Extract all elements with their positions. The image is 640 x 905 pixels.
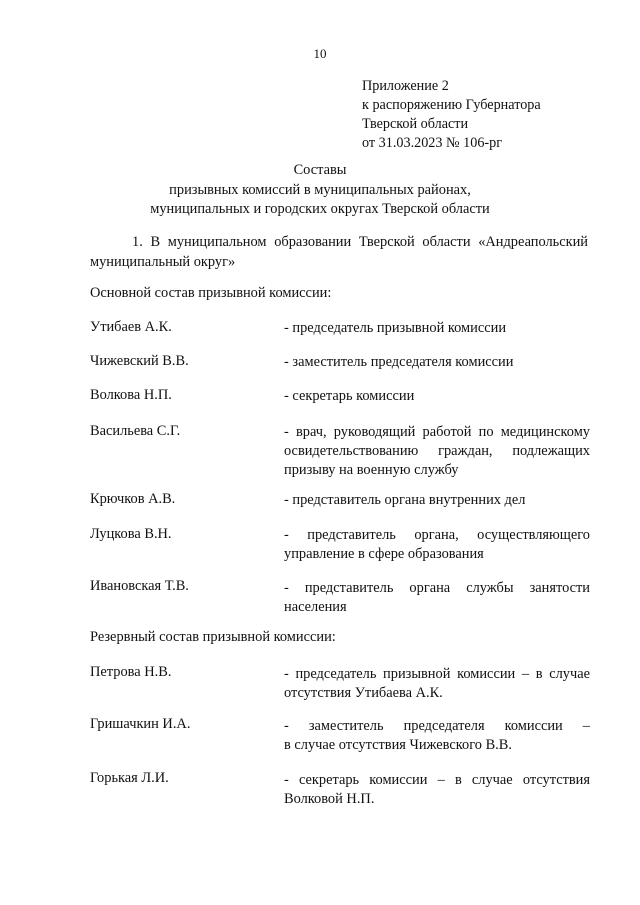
member-name: Утибаев А.К.: [90, 319, 172, 335]
member-name: Петрова Н.В.: [90, 664, 172, 680]
member-role: [284, 526, 590, 564]
member-role: [284, 717, 590, 755]
role-line: населения: [284, 599, 347, 615]
main-composition-heading: Основной состав призывной комиссии:: [90, 285, 332, 301]
title-line: Составы: [293, 162, 347, 178]
title-line: муниципальных и городских округах Тверской области: [150, 201, 490, 217]
member-role: [284, 579, 590, 617]
role-line: освидетельствованию граждан, подлежащих: [284, 443, 590, 459]
appendix-line: Тверской области: [362, 116, 469, 132]
role-line: - заместитель председателя комиссии: [284, 354, 514, 370]
appendix-line: к распоряжению Губернатора: [362, 97, 541, 113]
page-number: 10: [313, 46, 327, 61]
role-line: - председатель призывной комиссии – в случае: [284, 666, 590, 682]
role-line: Волковой Н.П.: [284, 791, 375, 807]
intro-paragraph: [90, 233, 588, 272]
role-line: отсутствия Утибаева А.К.: [284, 685, 443, 701]
member-name: Горькая Л.И.: [90, 770, 169, 786]
intro-line: муниципальный округ»: [90, 253, 236, 270]
reserve-composition-heading: Резервный состав призывной комиссии:: [90, 629, 336, 645]
role-line: - представитель органа внутренних дел: [284, 492, 526, 508]
document-title: [0, 161, 640, 220]
member-role: [284, 387, 590, 406]
member-name: Крючков А.В.: [90, 491, 176, 507]
role-line: призыву на военную службу: [284, 462, 459, 478]
appendix-block: [362, 77, 541, 153]
role-line: - секретарь комиссии – в случае отсутствия: [284, 772, 590, 788]
member-name: Чижевский В.В.: [90, 353, 189, 369]
member-role: [284, 423, 590, 480]
appendix-line: Приложение 2: [362, 78, 449, 94]
member-role: [284, 491, 590, 510]
member-name: Васильева С.Г.: [90, 423, 181, 439]
role-line: в случае отсутствия Чижевского В.В.: [284, 737, 512, 753]
intro-line: 1. В муниципальном образовании Тверской области «Андреапольский: [132, 234, 588, 250]
role-line: - представитель органа службы занятости: [284, 580, 590, 596]
member-role: [284, 319, 590, 338]
member-role: [284, 353, 590, 372]
member-role: [284, 665, 590, 703]
role-line: - врач, руководящий работой по медицинскому: [284, 424, 590, 440]
role-line: - председатель призывной комиссии: [284, 320, 507, 336]
role-line: - представитель органа, осуществляющего: [284, 527, 590, 543]
member-name: Волкова Н.П.: [90, 387, 172, 403]
title-line: призывных комиссий в муниципальных районах,: [169, 181, 471, 198]
member-name: Гришачкин И.А.: [90, 716, 191, 732]
role-line: - секретарь комиссии: [284, 388, 415, 404]
member-role: [284, 771, 590, 809]
role-line: - заместитель председателя комиссии –: [284, 718, 590, 734]
member-name: Луцкова В.Н.: [90, 526, 172, 542]
role-line: управление в сфере образования: [284, 546, 484, 562]
member-name: Ивановская Т.В.: [90, 578, 189, 594]
appendix-line: от 31.03.2023 № 106-рг: [362, 135, 503, 151]
